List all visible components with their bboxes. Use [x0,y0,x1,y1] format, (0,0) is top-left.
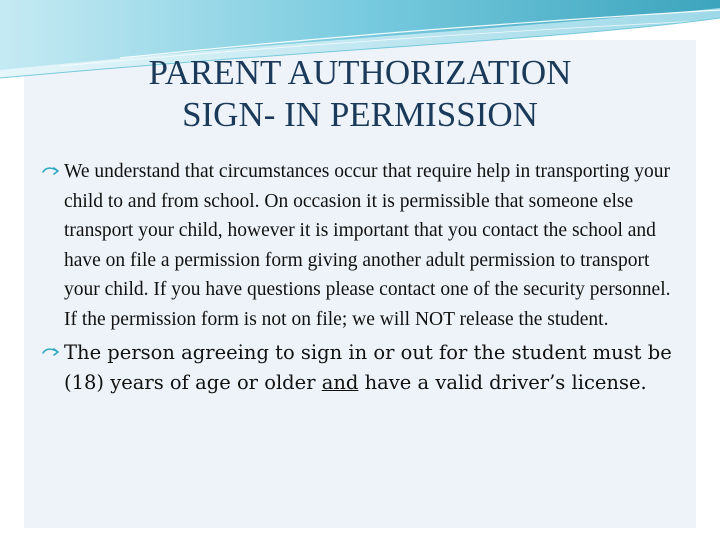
arrow-bullet-icon [42,165,60,179]
bullet-item-age-requirement [42,338,682,397]
bullet-text-underlined: and [321,370,359,394]
slide-title [40,52,680,136]
bullet-item-transport-policy [42,157,682,334]
bullet-text-after: have a valid driver’s license. [358,370,647,394]
title-line-1: PARENT AUTHORIZATION [148,53,572,92]
bullet-list [42,157,682,397]
arrow-bullet-icon [42,346,60,360]
title-line-2: SIGN- IN PERMISSION [182,95,538,134]
bullet-text: We understand that circumstances occur that require help in transporting your child to and from school. On occasion it is permissible that someone else transport your child, however it is important that you contact the school and have on file a permission form giving another adult permission to transport your child. If you have questions please contact one of the security personnel. If the permission form is not on file; we will NOT release the student. [64,161,671,330]
bullet-text-before: The person agreeing to sign in or out for the student must be (18) years of age or older [64,341,672,394]
